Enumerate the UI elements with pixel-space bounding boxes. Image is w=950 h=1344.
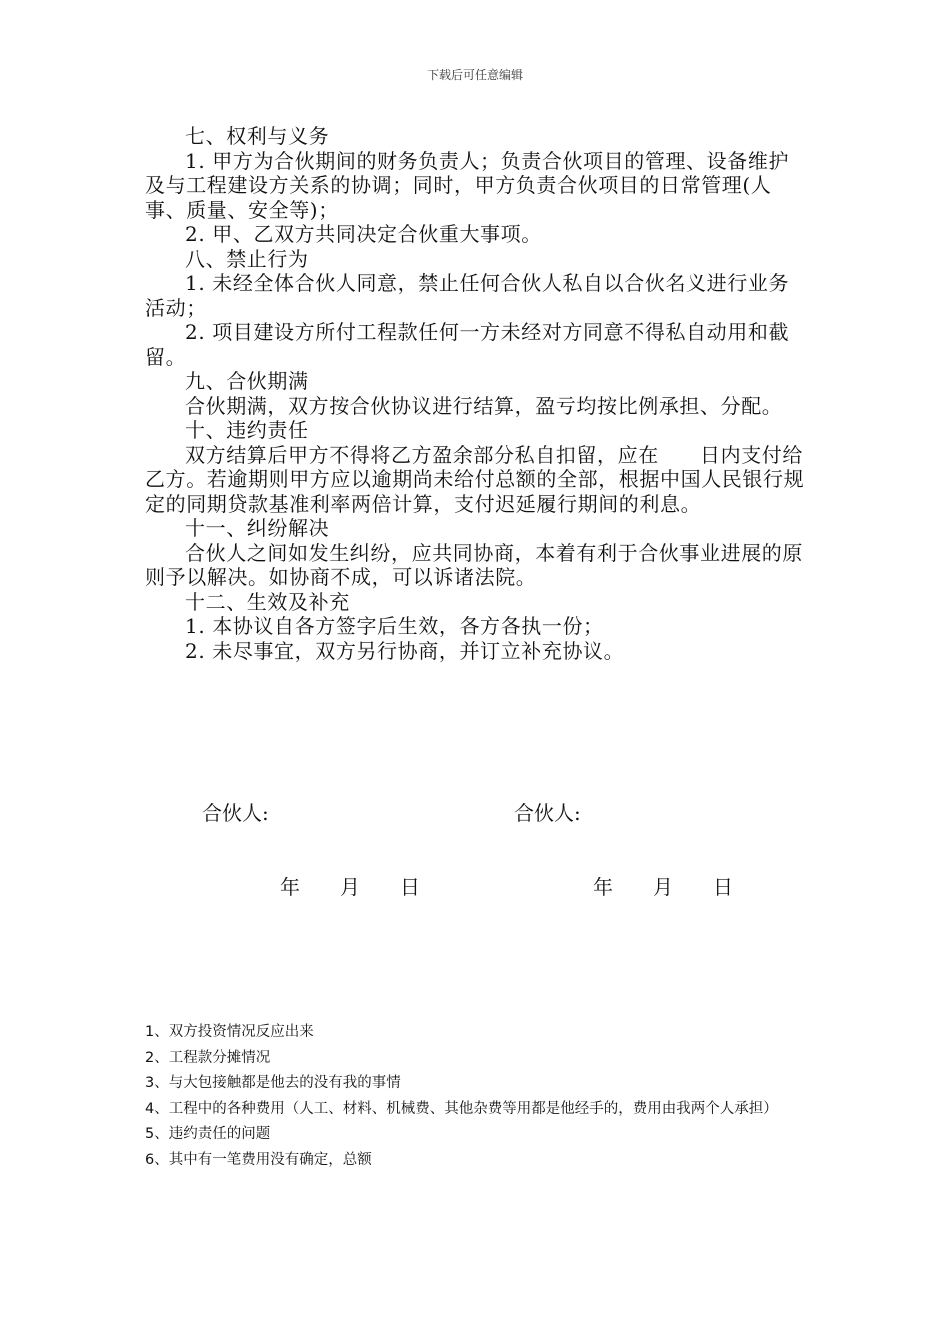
dispute-clause: 合伙人之间如发生纠纷，应共同协商，本着有利于合伙事业进展的原则予以解决。如协商不成，可以诉诸法院。 (145, 540, 803, 589)
prohibited-clause-2: 2. 项目建设方所付工程款任何一方未经对方同意不得私自动用和截留。 (145, 320, 790, 369)
note-item: 2、工程款分摊情况 (145, 1049, 271, 1066)
prohibited-clause-1: 1. 未经全体合伙人同意，禁止任何合伙人私自以合伙名义进行业务活动； (145, 271, 790, 320)
note-item: 1、双方投资情况反应出来 (145, 1024, 314, 1040)
effect-clause-1: 1. 本协议自各方签字后生效，各方各执一份； (185, 614, 604, 638)
section-heading-prohibited: 八、禁止行为 (185, 246, 309, 271)
signature-date-left: 年 月 日 (280, 875, 420, 899)
section-heading-rights: 七、权利与义务 (185, 124, 330, 148)
agreement-body (145, 124, 805, 663)
section-heading-expiry: 九、合伙期满 (185, 369, 309, 393)
note-item: 5、违约责任的问题 (145, 1126, 271, 1143)
notes-list (145, 1020, 815, 1174)
liability-clause: 双方结算后甲方不得将乙方盈余部分私自扣留，应在 日内支付给乙方。若逾期则甲方应以逾期尚未给付总额的全部，根据中国人民银行规定的同期贷款基准利率两倍计算，支付迟延履行期间的利息。 (145, 442, 805, 516)
page-header-note: 下载后可任意编辑 (426, 68, 523, 82)
signature-date-right: 年 月 日 (593, 875, 733, 899)
signature-label-left: 合伙人: (202, 801, 269, 825)
signature-label-right: 合伙人: (514, 801, 581, 825)
section-heading-effect: 十二、生效及补充 (185, 589, 350, 614)
section-heading-dispute: 十一、纠纷解决 (185, 516, 330, 540)
expiry-clause: 合伙期满，双方按合伙协议进行结算，盈亏均按比例承担、分配。 (185, 393, 783, 418)
note-item: 6、其中有一笔费用没有确定，总额 (145, 1151, 372, 1168)
effect-clause-2: 2. 未尽事宜，双方另行协商，并订立补充协议。 (185, 638, 625, 663)
note-item: 3、与大包接触都是他去的没有我的事情 (145, 1075, 401, 1092)
rights-clause-2: 2. 甲、乙双方共同决定合伙重大事项。 (185, 222, 542, 246)
rights-clause-1: 1. 甲方为合伙期间的财务负责人；负责合伙项目的管理、设备维护及与工程建设方关系的协调；同时，甲方负责合伙项目的日常管理(人事、质量、安全等)； (145, 148, 790, 222)
section-heading-liability: 十、违约责任 (185, 418, 309, 442)
note-item: 4、工程中的各种费用（人工、材料、机械费、其他杂费等用都是他经手的，费用由我两个人承担） (145, 1100, 778, 1117)
